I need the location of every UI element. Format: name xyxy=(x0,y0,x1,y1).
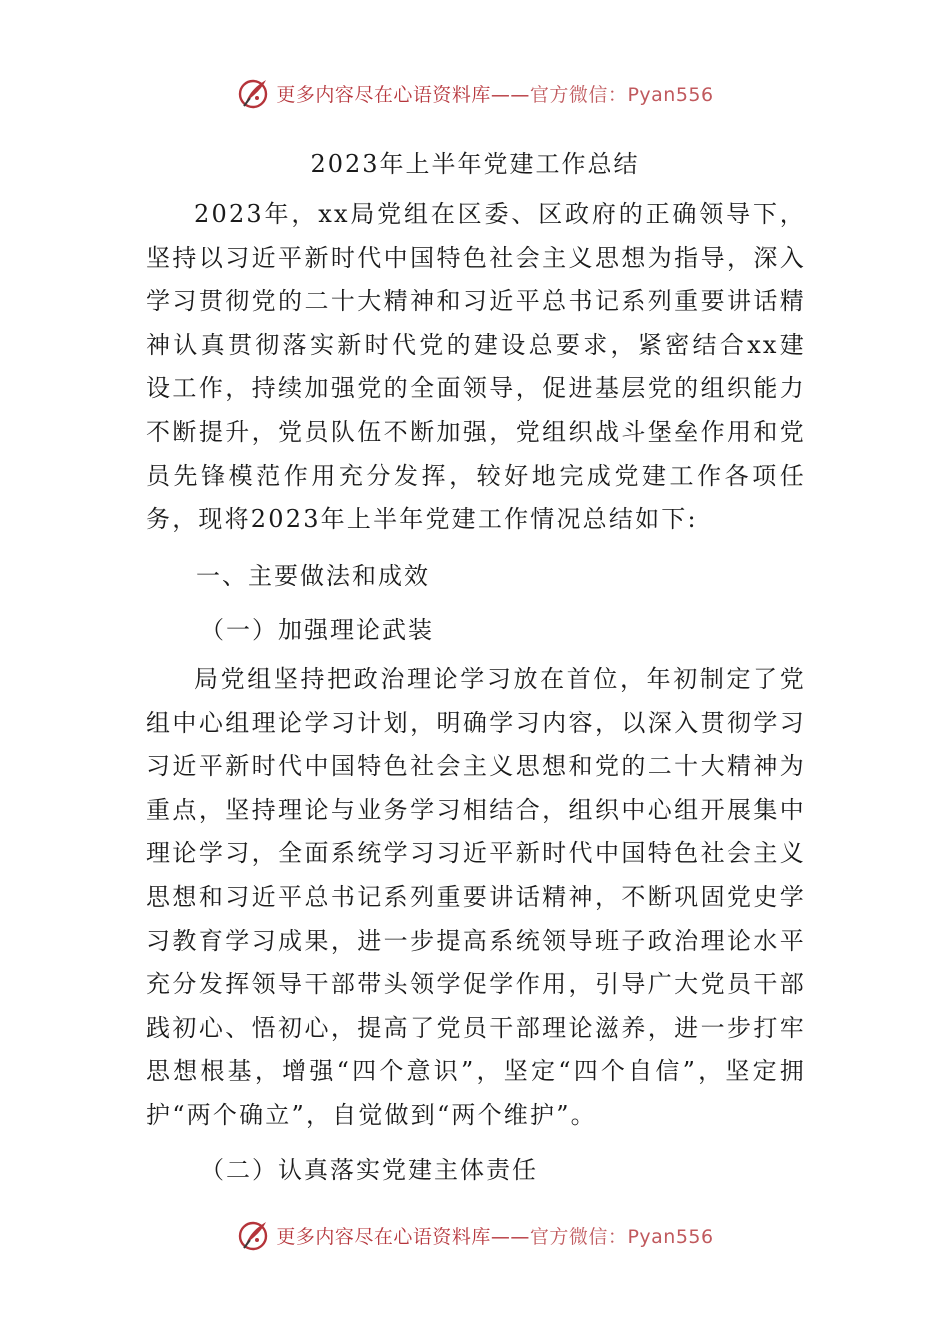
quill-pen-logo-icon xyxy=(236,76,270,110)
subsection-heading-1: （一）加强理论武装 xyxy=(200,616,434,644)
banner-site-text: 更多内容尽在心语资料库 xyxy=(276,1225,491,1248)
header-banner xyxy=(0,70,950,116)
banner-wechat-label: 官方微信： xyxy=(529,1225,628,1248)
subsection-1-block xyxy=(146,658,806,1138)
banner-wechat-label: 官方微信： xyxy=(529,83,628,106)
banner-site-text: 更多内容尽在心语资料库 xyxy=(276,83,491,106)
intro-paragraph: 2023年，xx局党组在区委、区政府的正确领导下，坚持以习近平新时代中国特色社会主义思想为指导，深入学习贯彻党的二十大精神和习近平总书记系列重要讲话精神认真贯彻落实新时代党的建设总要求，紧密结合xx建设工作，持续加强党的全面领导，促进基层党的组织能力不断提升，党员队伍不断加强，党组织战斗堡垒作用和党员先锋模范作用充分发挥，较好地完成党建工作各项任务，现将2023年上半年党建工作情况总结如下: xyxy=(146,200,806,534)
header-banner-content xyxy=(236,76,713,110)
footer-banner xyxy=(0,1212,950,1258)
banner-wechat-id: Pyan556 xyxy=(627,83,714,106)
banner-wechat-id: Pyan556 xyxy=(627,1225,714,1248)
banner-text xyxy=(276,1222,713,1249)
section-heading-1: 一、主要做法和成效 xyxy=(196,562,430,590)
intro-block xyxy=(146,193,806,542)
subsection-1-paragraph: 局党组坚持把政治理论学习放在首位，年初制定了党组中心组理论学习计划，明确学习内容，以深入贯彻学习习近平新时代中国特色社会主义思想和党的二十大精神为重点，坚持理论与业务学习相结合，组织中心组开展集中理论学习，全面系统学习习近平新时代中国特色社会主义思想和习近平总书记系列重要讲话精神，不断巩固党史学习教育学习成果，进一步提高系统领导班子政治理论水平充分发挥领导干部带头领学促学作用，引导广大党员干部践初心、悟初心，提高了党员干部理论滋养，进一步打牢思想根基，增强“四个意识”，坚定“四个自信”，坚定拥护“两个确立”，自觉做到“两个维护”。 xyxy=(146,665,806,1129)
subsection-heading-2: （二）认真落实党建主体责任 xyxy=(200,1156,538,1184)
banner-text xyxy=(276,80,713,107)
footer-banner-content xyxy=(236,1218,713,1252)
quill-pen-logo-icon xyxy=(236,1218,270,1252)
banner-separator: —— xyxy=(490,83,530,106)
document-title: 2023年上半年党建工作总结 xyxy=(310,150,640,178)
banner-separator: —— xyxy=(490,1225,530,1248)
